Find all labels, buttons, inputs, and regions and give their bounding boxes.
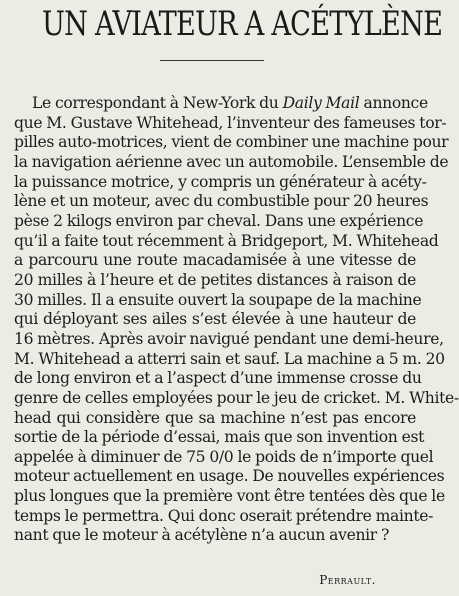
article-line: pèse 2 kilogs environ par cheval. Dans une expérience <box>14 211 424 230</box>
article-line: M. Whitehead a atterri sain et sauf. La machine a 5 m. 20 <box>14 349 445 368</box>
article-line: de long environ et a l’aspect d’une immense crosse du <box>14 369 422 388</box>
article-line: sortie de la période d’essai, mais que son invention est <box>14 428 425 447</box>
article-line: 30 milles. Il a ensuite ouvert la soupape de la machine <box>14 290 422 309</box>
article-line: lène et un moteur, avec du combustible pour 20 heures <box>14 192 429 211</box>
newspaper-name: Daily Mail <box>282 94 360 112</box>
article-line: 20 milles à l’heure et de petites distances à raison de <box>14 270 416 289</box>
article-line: qui déployant ses ailes s’est élevée à une hauteur de <box>14 310 416 329</box>
author-signature: Perrault. <box>319 573 376 587</box>
article-title: UN AVIATEUR A ACÉTYLÈNE <box>42 4 443 44</box>
article-line: moteur actuellement en usage. De nouvelles expériences <box>14 467 445 486</box>
article-line: la navigation aérienne avec un automobile. L’ensemble de <box>14 152 449 171</box>
line-text: annonce <box>359 94 428 112</box>
line-text: Le correspondant à New-York du <box>32 94 283 112</box>
article-line: genre de celles employées pour le jeu de cricket. M. White- <box>14 388 459 407</box>
article-line: a parcouru une route macadamisée à une vitesse de <box>14 251 416 270</box>
article-line: appelée à diminuer de 75 0/0 le poids de n’importe quel <box>14 447 434 466</box>
article-line <box>14 94 428 114</box>
article-line: 16 mètres. Après avoir navigué pendant une demi-heure, <box>14 329 444 348</box>
article-line: la puissance motrice, y compris un générateur à acéty- <box>14 172 427 191</box>
article-line: pilles auto-motrices, vient de combiner une machine pour <box>14 133 449 152</box>
article-line: plus longues que la première vont être tentées dès que le <box>14 487 445 506</box>
article-line: qu’il a faite tout récemment à Bridgeport, M. Whitehead <box>14 231 439 250</box>
article-body <box>14 94 459 546</box>
title-divider <box>160 60 264 61</box>
article-line: que M. Gustave Whitehead, l’inventeur des fameuses tor- <box>14 113 447 132</box>
article-line: nant que le moteur à acétylène n’a aucun avenir ? <box>14 526 390 545</box>
article-line: head qui considère que sa machine n’est pas encore <box>14 408 416 427</box>
article-line: temps le permettra. Qui donc oserait prétendre mainte- <box>14 506 434 525</box>
